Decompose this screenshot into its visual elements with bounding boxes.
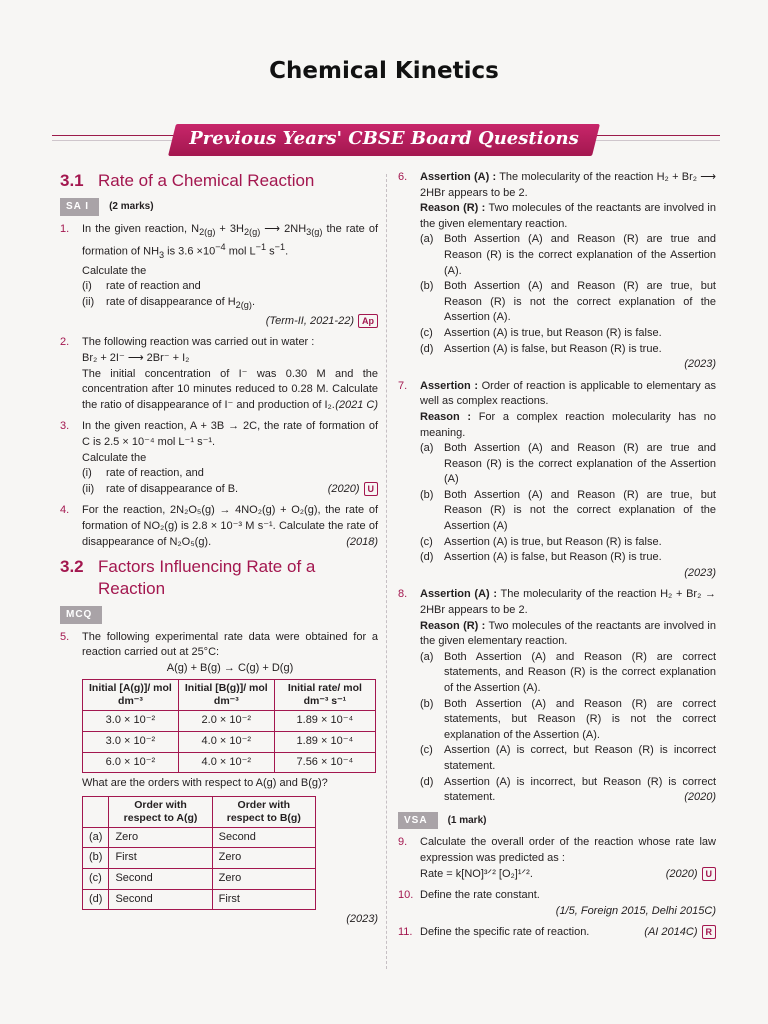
question-number: 8. xyxy=(398,588,408,601)
rate-data-table xyxy=(82,679,376,773)
source-text: (2020) xyxy=(665,867,698,880)
question-body xyxy=(82,335,378,413)
table-cell: Zero xyxy=(212,869,315,890)
table-cell: 3.0 × 10⁻² xyxy=(83,711,179,732)
table-body xyxy=(83,827,316,909)
table-cell: 1.89 × 10⁻⁴ xyxy=(274,732,375,753)
question-body xyxy=(82,419,378,497)
question-body xyxy=(82,222,378,330)
difficulty-badge: Ap xyxy=(358,314,378,328)
question-type-tag xyxy=(60,606,378,624)
sub-part xyxy=(82,466,378,482)
text-part: In the given reaction, N xyxy=(82,222,200,235)
table-cell: Zero xyxy=(212,848,315,869)
option-label: (a) xyxy=(420,650,434,663)
reason-label: Reason (R) : xyxy=(420,619,486,632)
table-row xyxy=(83,827,316,848)
table-header-cell xyxy=(83,796,109,827)
question-source xyxy=(666,867,716,883)
question-source xyxy=(328,482,378,498)
option-label: (c) xyxy=(420,326,433,339)
reason-label: Reason (R) : xyxy=(420,202,486,215)
option-text: Both Assertion (A) and Reason (R) are correct statements, but Reason (R) is not the correct explanation of the Assertion (A). xyxy=(444,697,716,741)
table-cell: Second xyxy=(109,889,212,910)
question-body xyxy=(82,630,378,928)
question-body xyxy=(420,170,716,373)
subscript: 2(g) xyxy=(235,300,252,311)
question-text: The following experimental rate data were obtained for a reaction carried out at 25°C: xyxy=(82,630,378,659)
option-label: (c) xyxy=(420,744,433,757)
options-list xyxy=(420,441,716,566)
reason xyxy=(420,201,716,232)
question-number: 2. xyxy=(60,336,70,349)
table-cell: (c) xyxy=(83,869,109,890)
page-title: Chemical Kinetics xyxy=(269,58,499,84)
sub-text: rate of disappearance of $H_{2(g)}$. xyxy=(106,296,255,311)
table-cell: 4.0 × 10⁻² xyxy=(178,752,274,773)
difficulty-badge: R xyxy=(702,925,717,939)
table-cell: 4.0 × 10⁻² xyxy=(178,732,274,753)
text-part: ⟶ 2NH xyxy=(260,222,307,235)
table-row xyxy=(83,889,316,910)
subscript: 3(g) xyxy=(306,226,323,237)
question-body xyxy=(420,587,716,805)
reaction-equation: A(g) + B(g) → C(g) + D(g) xyxy=(166,661,294,674)
option-label: (d) xyxy=(420,342,434,355)
question-9 xyxy=(398,835,716,882)
option-item xyxy=(420,279,716,326)
question-body xyxy=(420,925,716,941)
option-label: (d) xyxy=(420,551,434,564)
option-label: (a) xyxy=(420,233,434,246)
question-type-tag xyxy=(398,812,716,830)
table-cell: Second xyxy=(109,869,212,890)
question-source: (2023) xyxy=(346,913,378,926)
table-cell: (a) xyxy=(83,827,109,848)
question-text: Define the rate constant. xyxy=(420,889,540,902)
assertion xyxy=(420,587,716,618)
left-column xyxy=(60,170,378,934)
reason-label: Reason : xyxy=(420,410,472,423)
question-text: Calculate the overall order of the reaction whose rate law expression was predicted as : xyxy=(420,836,716,864)
table-body xyxy=(83,711,376,773)
question-number: 1. xyxy=(60,222,70,235)
option-label: (b) xyxy=(420,697,434,710)
assertion-label: Assertion (A) : xyxy=(420,171,497,183)
table-cell: (b) xyxy=(83,848,109,869)
difficulty-badge: U xyxy=(702,867,717,881)
question-source: (2023) xyxy=(684,358,716,371)
subscript: 2(g) xyxy=(243,226,261,237)
option-item xyxy=(420,697,716,744)
table-row xyxy=(83,732,376,753)
question-text: In the given reaction, A + 3B → 2C, the rate of formation of C is 2.5 × 10⁻⁴ mol L⁻¹ s⁻¹. xyxy=(82,420,378,448)
question-10 xyxy=(398,888,716,919)
section-heading xyxy=(60,170,378,192)
table-cell: 7.56 × 10⁻⁴ xyxy=(274,752,375,773)
option-item xyxy=(420,550,716,566)
question-type-tag xyxy=(60,198,378,216)
sub-label: (ii) xyxy=(82,296,95,308)
question-number: 10. xyxy=(398,889,414,902)
table-cell: 1.89 × 10⁻⁴ xyxy=(274,711,375,732)
section-number: 3.2 xyxy=(60,557,84,577)
reason xyxy=(420,410,716,441)
tag-marks: (2 marks) xyxy=(109,201,154,212)
text-part: is 3.6 ×10 xyxy=(164,246,216,259)
option-text: Both Assertion (A) and Reason (R) are correct statements, and Reason (R) is the correct explanation of the Assertion (A). xyxy=(444,650,716,694)
question-body xyxy=(82,503,378,550)
question-source: (2018) xyxy=(346,535,378,548)
question-number: 3. xyxy=(60,420,70,433)
table-cell: Zero xyxy=(109,827,212,848)
option-item xyxy=(420,775,716,806)
table-header-cell: Initial rate/ mol dm⁻³ s⁻¹ xyxy=(274,680,375,711)
question-text: What are the orders with respect to A(g) and B(g)? xyxy=(82,777,328,790)
text-part: mol L xyxy=(225,246,256,259)
question-4 xyxy=(60,503,378,550)
question-number: 9. xyxy=(398,836,408,849)
section-title: Rate of a Chemical Reaction xyxy=(98,171,315,190)
option-item xyxy=(420,535,716,551)
sub-text: rate of reaction and xyxy=(106,280,201,293)
question-source: (2023) xyxy=(684,566,716,579)
question-6 xyxy=(398,170,716,373)
assertion xyxy=(420,170,716,201)
sub-part xyxy=(82,279,378,295)
option-item xyxy=(420,326,716,342)
superscript: −4 xyxy=(215,242,226,253)
question-body xyxy=(420,888,716,919)
rate-law: Rate = k[NO]³ᐟ² [O₂]¹ᐟ². xyxy=(420,867,533,880)
table-cell: 6.0 × 10⁻² xyxy=(83,752,179,773)
question-body xyxy=(420,379,716,582)
question-5 xyxy=(60,630,378,928)
right-column xyxy=(398,170,716,947)
question-line xyxy=(420,867,716,883)
sub-part xyxy=(82,295,378,314)
question-number: 4. xyxy=(60,504,70,517)
table-header-row xyxy=(83,796,316,827)
source-text: (AI 2014C) xyxy=(644,926,698,939)
option-label: (b) xyxy=(420,488,434,501)
table-header-cell: Initial [A(g)]/ mol dm⁻³ xyxy=(83,680,179,711)
option-text: Both Assertion (A) and Reason (R) are true and Reason (R) is the correct explanation of the Assertion (A) xyxy=(444,442,716,486)
table-cell: 2.0 × 10⁻² xyxy=(178,711,274,732)
option-item xyxy=(420,743,716,774)
option-label: (c) xyxy=(420,535,433,548)
source-text: (Term-II, 2021-22) xyxy=(265,314,354,327)
question-11 xyxy=(398,925,716,941)
sub-text: rate of disappearance of B. xyxy=(106,482,239,495)
difficulty-badge: U xyxy=(364,482,379,496)
option-text: Assertion (A) is true, but Reason (R) is false. xyxy=(444,535,662,548)
sub-label: (ii) xyxy=(82,482,95,495)
question-text: The following reaction was carried out in water : xyxy=(82,336,315,349)
text-part: s xyxy=(266,246,275,259)
option-item xyxy=(420,441,716,488)
table-header-cell: Order with respect to B(g) xyxy=(212,796,315,827)
superscript: −1 xyxy=(274,242,286,253)
reaction-equation: Br₂ + 2I⁻ ⟶ 2Br⁻ + I₂ xyxy=(82,351,190,364)
table-cell: (d) xyxy=(83,889,109,910)
option-text: Both Assertion (A) and Reason (R) are true, but Reason (R) is not the correct explanation of the Assertion (A). xyxy=(444,280,716,324)
question-source: (2021 C) xyxy=(335,398,378,411)
question-3 xyxy=(60,419,378,497)
option-text: Both Assertion (A) and Reason (R) are true and Reason (R) is the correct explanation of the Assertion (A). xyxy=(444,233,716,277)
tag-chip: MCQ xyxy=(60,606,102,624)
tag-chip: VSA xyxy=(398,812,438,830)
table-row xyxy=(83,869,316,890)
option-text: Assertion (A) is correct, but Reason (R) is incorrect statement. xyxy=(444,744,716,772)
question-source: (1/5, Foreign 2015, Delhi 2015C) xyxy=(555,904,716,917)
text-part: the rate of formation of NH xyxy=(82,222,378,259)
section-heading xyxy=(60,556,378,600)
question-1 xyxy=(60,222,378,330)
question-line: Calculate the xyxy=(82,451,147,464)
table-row xyxy=(83,848,316,869)
question-2 xyxy=(60,335,378,413)
question-source: (2020) xyxy=(684,791,716,804)
section-number: 3.1 xyxy=(60,171,84,190)
option-text: Both Assertion (A) and Reason (R) are true, but Reason (R) is not the correct explanation of the Assertion (A) xyxy=(444,488,716,533)
table-header-cell: Order with respect to A(g) xyxy=(109,796,212,827)
reason-text: For a complex reaction molecularity has no meaning. xyxy=(420,410,716,439)
column-divider xyxy=(386,174,387,969)
reason xyxy=(420,619,716,650)
tag-marks: (1 mark) xyxy=(447,814,487,826)
question-body xyxy=(420,835,716,882)
options-table xyxy=(82,796,316,910)
option-text: Assertion (A) is incorrect, but Reason (R) is correct statement. xyxy=(444,775,716,804)
question-text: For the reaction, 2N₂O₅(g) → 4NO₂(g) + O₂(g), the rate of formation of NO₂(g) is 2.8 × 10⁻³ M s⁻¹. Calculate the rate of disappearance of N₂O₅(g). xyxy=(82,504,378,548)
question-number: 6. xyxy=(398,171,408,183)
option-item xyxy=(420,342,716,358)
assertion-label: Assertion : xyxy=(420,379,479,392)
option-text: Assertion (A) is false, but Reason (R) is true. xyxy=(444,342,662,355)
section-title: Factors Influencing Rate of a Reaction xyxy=(98,557,316,599)
table-row xyxy=(83,711,376,732)
tag-chip: SA I xyxy=(60,198,99,216)
assertion-text: The molecularity of the reaction H₂ + Br₂ ⟶ 2HBr appears to be 2. xyxy=(420,171,717,199)
table-cell: Second xyxy=(212,827,315,848)
text-part: rate of disappearance of H xyxy=(106,296,236,308)
question-number: 7. xyxy=(398,379,408,392)
sub-part xyxy=(82,482,378,498)
option-item xyxy=(420,488,716,535)
question-text: Define the specific rate of reaction. xyxy=(420,926,590,939)
assertion-text: Order of reaction is applicable to elementary as well as complex reactions. xyxy=(420,379,716,408)
assertion-text: The molecularity of the reaction H₂ + Br₂ → 2HBr appears to be 2. xyxy=(420,588,717,617)
subscript: 2(g) xyxy=(199,226,216,237)
assertion xyxy=(420,379,716,410)
table-header-row xyxy=(83,680,376,711)
table-header-cell: Initial [B(g)]/ mol dm⁻³ xyxy=(178,680,274,711)
question-number: 5. xyxy=(60,630,70,643)
question-number: 11. xyxy=(398,926,413,939)
question-8 xyxy=(398,587,716,805)
assertion-label: Assertion (A) : xyxy=(420,588,498,601)
reason-text: Two molecules of the reactants are involved in the given elementary reaction. xyxy=(420,202,716,230)
subscript: 3 xyxy=(159,250,165,261)
option-label: (b) xyxy=(420,280,434,293)
text-part: + 3H xyxy=(215,222,244,235)
table-row xyxy=(83,752,376,773)
option-text: Assertion (A) is false, but Reason (R) is true. xyxy=(444,551,662,564)
option-item xyxy=(420,232,716,279)
option-label: (d) xyxy=(420,775,434,788)
question-source xyxy=(644,925,716,941)
question-7 xyxy=(398,379,716,582)
reason-text: Two molecules of the reactants are involved in the given elementary reaction. xyxy=(420,619,716,648)
question-line: Calculate the xyxy=(82,264,147,277)
question-text: The initial concentration of I⁻ was 0.30 M and the concentration after 10 minutes reduced to 0.28 M. Calculate the ratio of disappearance of I⁻ and production of I₂. xyxy=(82,367,378,411)
option-item xyxy=(420,650,716,697)
options-list xyxy=(420,232,716,357)
question-text: In the given reaction, $N_{2(g)} + 3H_{2(g)}$ ⟶ $2NH_{3(g)}$ the rate of formation of $NH_3$ is $3.6 \times 10^{-4}$ mol $L^{-1}$ $s^{-1}$. xyxy=(82,222,378,261)
option-text: Assertion (A) is true, but Reason (R) is false. xyxy=(444,326,662,339)
sub-label: (i) xyxy=(82,467,92,480)
table-cell: First xyxy=(109,848,212,869)
superscript: −1 xyxy=(255,242,267,253)
option-label: (a) xyxy=(420,442,434,455)
banner-title: Previous Years' CBSE Board Questions xyxy=(189,128,579,149)
sub-text: rate of reaction, and xyxy=(106,467,204,480)
sub-label: (i) xyxy=(82,280,92,293)
table-cell: First xyxy=(212,889,315,910)
question-source xyxy=(82,314,378,330)
table-cell: 3.0 × 10⁻² xyxy=(83,732,179,753)
source-text: (2020) xyxy=(327,482,360,495)
options-list xyxy=(420,650,716,806)
